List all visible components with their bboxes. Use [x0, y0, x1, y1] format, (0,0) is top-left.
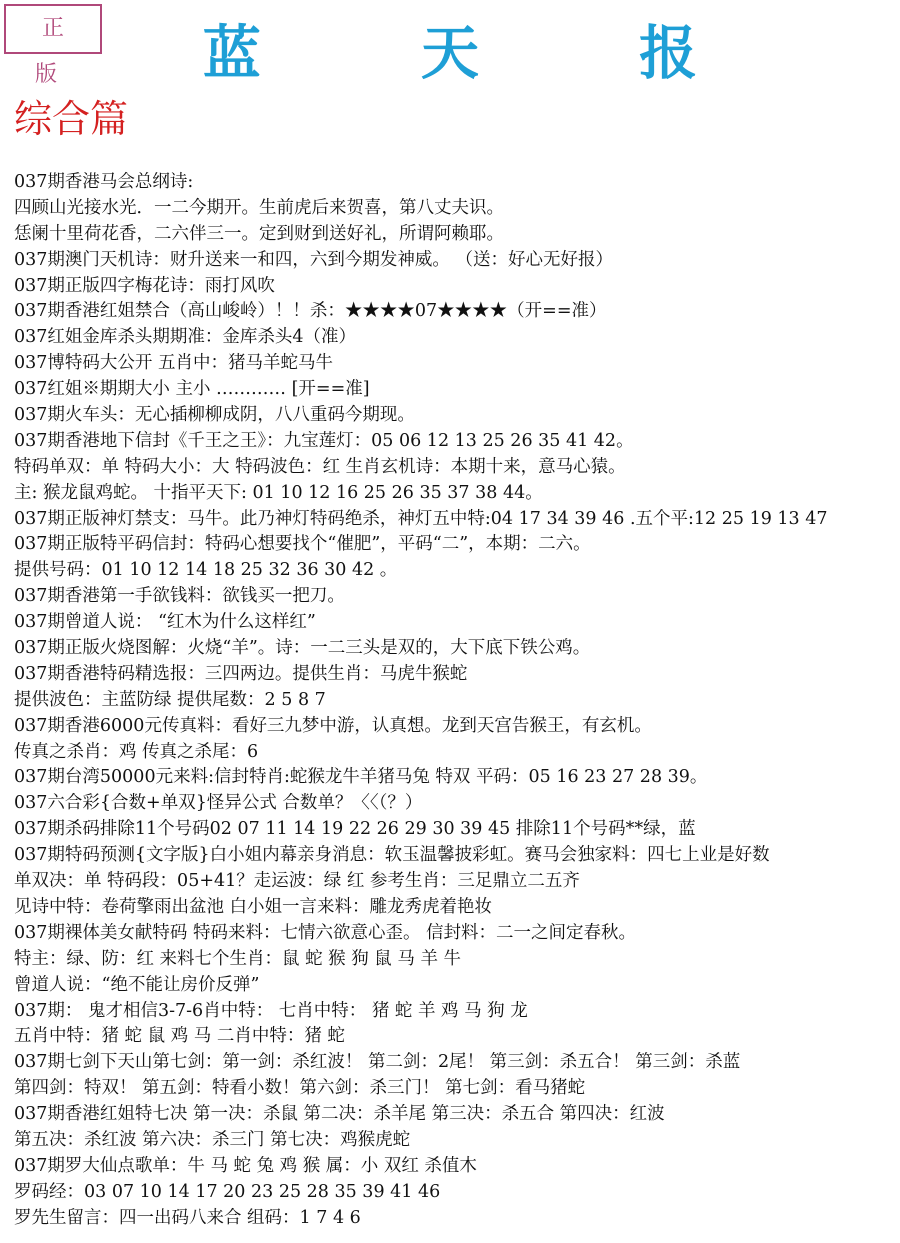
- content-line: 罗码经：03 07 10 14 17 20 23 25 28 35 39 41 46: [14, 1181, 441, 1202]
- content-line: 037期特码预测{文字版}白小姐内幕亲身消息：软玉温馨披彩虹。赛马会独家料：四七上业是好数: [14, 845, 770, 866]
- content-line: 037期曾道人说： “红木为什么这样红”: [14, 612, 316, 633]
- content-line: 第四剑：特双！ 第五剑：特看小数！第六剑：杀三门！ 第七剑：看马猪蛇: [14, 1078, 586, 1099]
- content-line: 037博特码大公开 五肖中：猪马羊蛇马牛: [14, 353, 333, 374]
- content-line: 037期正版神灯禁支：马牛。此乃神灯特码绝杀，神灯五中特:04 17 34 39 46 .五个平:12 25 19 13 47: [14, 508, 828, 529]
- section-heading: 综合篇: [14, 97, 129, 141]
- content-line: 037期裸体美女献特码 特码来料：七情六欲意心歪。 信封料：二一之间定春秋。: [14, 922, 637, 943]
- content-line: 037期香港马会总纲诗:: [14, 172, 194, 192]
- content-line: 037期香港6000元传真料：看好三九梦中游，认真想。龙到天宫告猴王，有玄机。: [14, 715, 652, 736]
- content-line: 037期香港红姐禁合（高山峻岭）！！杀：★★★★07★★★★（开==准）: [14, 301, 607, 322]
- content-line: 恁阑十里荷花香，二六伴三一。定到财到送好礼，所谓阿赖耶。: [14, 223, 504, 244]
- content-lines: [14, 170, 900, 1232]
- content-line: 037红姐金库杀头期期准：金库杀头4（准）: [14, 327, 357, 348]
- content-line: 037期正版四字梅花诗：雨打风吹: [14, 275, 275, 296]
- content-line: 037期澳门天机诗：财升送来一和四，六到今期发神威。 （送：好心无好报）: [14, 249, 613, 270]
- content-line: 037期正版特平码信封：特码心想要找个“催肥”，平码“二”，本期：二六。: [14, 534, 591, 555]
- content-line: 037六合彩{合数+单双}怪异公式 合数单？〈〈（？）: [14, 793, 423, 814]
- content-line: 第五决：杀红波 第六决：杀三门 第七决：鸡猴虎蛇: [14, 1129, 411, 1150]
- content-line: 四顾山光接水光．一二今期开。生前虎后来贺喜，第八丈夫识。: [14, 197, 504, 218]
- content-line: 见诗中特：卷荷擎雨出盆池 白小姐一言来料：雕龙秀虎着艳妆: [14, 896, 493, 917]
- content-line: 037期罗大仙点歌单：牛 马 蛇 兔 鸡 猴 属：小 双红 杀值木: [14, 1155, 477, 1176]
- content-line: 特码单双：单 特码大小：大 特码波色：红 生肖玄机诗：本期十来，意马心猿。: [14, 456, 626, 477]
- content-line: 传真之杀肖：鸡 传真之杀尾：6: [14, 741, 259, 762]
- content-line: 037期七剑下天山第七剑：第一剑：杀红波！ 第二剑：2尾！ 第三剑：杀五合！ 第三剑：杀蓝: [14, 1052, 741, 1073]
- content-line: 037期： 鬼才相信3-7-6肖中特： 七肖中特： 猪 蛇 羊 鸡 马 狗 龙: [14, 1000, 528, 1021]
- content-line: 037期火车头：无心插柳柳成阴，八八重码今期现。: [14, 405, 415, 426]
- content-line: 037红姐※期期大小 主小 ………… [开==准]: [14, 379, 370, 400]
- content-line: 037期香港地下信封《千王之王》：九宝莲灯：05 06 12 13 25 26 35 41 42。: [14, 430, 634, 451]
- content-line: 提供号码：01 10 12 14 18 25 32 36 30 42 。: [14, 560, 398, 581]
- content-line: 037期杀码排除11个号码02 07 11 14 19 22 26 29 30 39 45 排除11个号码**绿，蓝: [14, 819, 696, 840]
- content-line: 037期香港红姐特七决 第一决：杀鼠 第二决：杀羊尾 第三决：杀五合 第四决：红波: [14, 1104, 665, 1125]
- content-line: 曾道人说：“绝不能让房价反弹”: [14, 974, 260, 995]
- content-line: 037期台湾50000元来料:信封特肖:蛇猴龙牛羊猪马兔 特双 平码：05 16 23 27 28 39。: [14, 767, 708, 788]
- content-line: 罗先生留言：四一出码八来合 组码：1 7 4 6: [14, 1207, 361, 1228]
- content-line: 单双决：单 特码段：05+41？走运波：绿 红 参考生肖：三足鼎立二五齐: [14, 871, 580, 892]
- content-line: 主: 猴龙鼠鸡蛇。 十指平天下: 01 10 12 16 25 26 35 37 38 44。: [14, 482, 543, 503]
- content-line: 五肖中特：猪 蛇 鼠 鸡 马 二肖中特：猪 蛇: [14, 1026, 345, 1047]
- content-line: 037期正版火烧图解：火烧“羊”。诗：一二三头是双的，大下底下铁公鸡。: [14, 638, 591, 659]
- content-line: 提供波色：主蓝防绿 提供尾数：2 5 8 7: [14, 689, 326, 710]
- content-line: 037期香港第一手欲钱料：欲钱买一把刀。: [14, 586, 345, 607]
- content-line: 037期香港特码精选报：三四两边。提供生肖：马虎牛猴蛇: [14, 663, 468, 684]
- newspaper-title: 蓝 天 报: [202, 19, 768, 87]
- content-line: 特主：绿、防：红 来料七个生肖：鼠 蛇 猴 狗 鼠 马 羊 牛: [14, 948, 462, 969]
- edition-badge: 正 版: [4, 4, 102, 54]
